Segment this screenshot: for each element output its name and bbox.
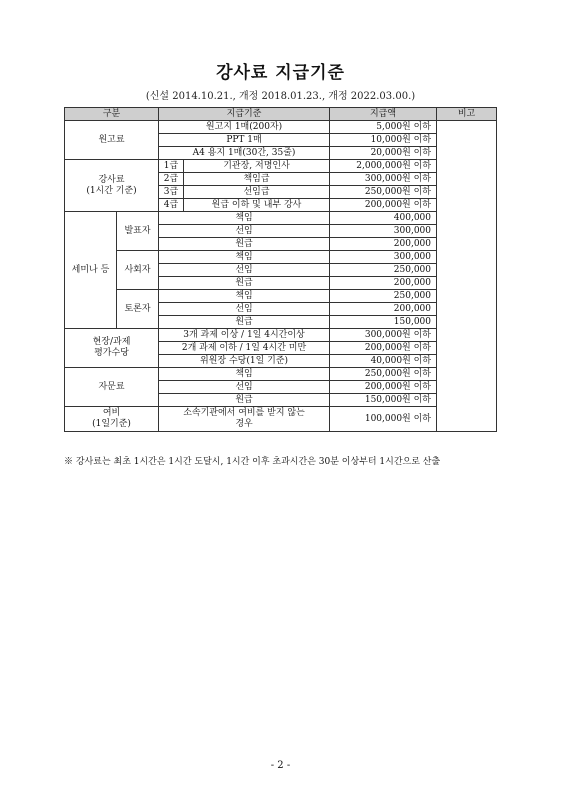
note-cell (437, 121, 497, 432)
criteria-cell: 원급 (159, 277, 330, 290)
grade-cell: 1급 (159, 160, 184, 173)
header-criteria: 지급기준 (159, 108, 330, 121)
amount-cell: 300,000원 이하 (330, 173, 437, 186)
amount-cell: 200,000원 이하 (330, 199, 437, 212)
category-advisory: 자문료 (65, 368, 159, 407)
table-row (65, 121, 497, 134)
category-travel-line1: 여비 (102, 408, 121, 418)
category-evaluation-line2: 평가수당 (94, 348, 129, 358)
criteria-cell: PPT 1매 (159, 134, 330, 147)
table-row (65, 212, 497, 225)
amount-cell: 200,000 (330, 303, 437, 316)
criteria-cell: 책임 (159, 290, 330, 303)
criteria-cell: A4 용지 1매(30간, 35줄) (159, 147, 330, 160)
page-number: - 2 - (270, 760, 291, 771)
amount-cell: 250,000 (330, 264, 437, 277)
criteria-cell: 원급 (159, 238, 330, 251)
table-row (65, 368, 497, 381)
criteria-cell: 3개 과제 이상 / 1일 4시간이상 (159, 329, 330, 342)
amount-cell: 250,000원 이하 (330, 368, 437, 381)
criteria-cell: 원급 (159, 316, 330, 329)
header-category: 구분 (65, 108, 159, 121)
criteria-cell: 선임 (159, 264, 330, 277)
amount-cell: 100,000원 이하 (330, 407, 437, 432)
criteria-cell: 선임 (159, 225, 330, 238)
criteria-cell: 책임급 (184, 173, 330, 186)
criteria-cell: 책임 (159, 212, 330, 225)
category-lecture (65, 160, 159, 212)
amount-cell: 250,000원 이하 (330, 186, 437, 199)
footnote: ※ 강사료는 최초 1시간은 1시간 도달시, 1시간 이후 초과시간은 30분 이상부터 1시간으로 산출 (64, 457, 441, 467)
amount-cell: 250,000 (330, 290, 437, 303)
amount-cell: 5,000원 이하 (330, 121, 437, 134)
grade-cell: 4급 (159, 199, 184, 212)
criteria-cell: 선임 (159, 381, 330, 394)
revision-history: (신설 2014.10.21., 개정 2018.01.23., 개정 2022.03.00.) (145, 91, 416, 102)
seminar-role-presenter: 발표자 (117, 212, 159, 251)
criteria-cell: 기관장, 저명인사 (184, 160, 330, 173)
criteria-cell: 원고지 1매(200자) (159, 121, 330, 134)
grade-cell: 2급 (159, 173, 184, 186)
category-evaluation (65, 329, 159, 368)
header-note: 비고 (437, 108, 497, 121)
amount-cell: 10,000원 이하 (330, 134, 437, 147)
amount-cell: 40,000원 이하 (330, 355, 437, 368)
table-row (65, 251, 497, 264)
criteria-cell: 원급 이하 및 내부 강사 (184, 199, 330, 212)
amount-cell: 300,000원 이하 (330, 329, 437, 342)
table-row (65, 290, 497, 303)
criteria-cell: 선임급 (184, 186, 330, 199)
grade-cell: 3급 (159, 186, 184, 199)
criteria-cell: 책임 (159, 251, 330, 264)
header-amount: 지급액 (330, 108, 437, 121)
amount-cell: 200,000원 이하 (330, 342, 437, 355)
amount-cell: 400,000 (330, 212, 437, 225)
amount-cell: 150,000원 이하 (330, 394, 437, 407)
category-seminar: 세미나 등 (65, 212, 117, 329)
table-row (65, 160, 497, 173)
criteria-cell: 책임 (159, 368, 330, 381)
table-header-row (65, 108, 497, 121)
table-row (65, 407, 497, 432)
amount-cell: 200,000 (330, 277, 437, 290)
criteria-cell: 원급 (159, 394, 330, 407)
category-lecture-line2: (1시간 기준) (86, 185, 137, 196)
amount-cell: 20,000원 이하 (330, 147, 437, 160)
criteria-cell: 선임 (159, 303, 330, 316)
travel-criteria-line1: 소속기관에서 여비를 받지 않는 (183, 408, 305, 418)
criteria-cell (159, 407, 330, 432)
amount-cell: 150,000 (330, 316, 437, 329)
seminar-role-panelist: 토론자 (117, 290, 159, 329)
document-title: 강사료 지급기준 (216, 63, 345, 83)
category-travel-line2: (1일기준) (92, 419, 131, 429)
category-manuscript: 원고료 (65, 121, 159, 160)
amount-cell: 300,000 (330, 225, 437, 238)
fee-table (64, 107, 497, 432)
amount-cell: 300,000 (330, 251, 437, 264)
category-lecture-line1: 강사료 (98, 174, 125, 185)
criteria-cell: 2개 과제 이하 / 1일 4시간 미만 (159, 342, 330, 355)
category-travel (65, 407, 159, 432)
table-row (65, 329, 497, 342)
category-evaluation-line1: 현장/과제 (92, 337, 131, 347)
travel-criteria-line2: 경우 (235, 419, 253, 429)
criteria-cell: 위원장 수당(1일 기준) (159, 355, 330, 368)
amount-cell: 200,000원 이하 (330, 381, 437, 394)
seminar-role-moderator: 사회자 (117, 251, 159, 290)
amount-cell: 2,000,000원 이하 (330, 160, 437, 173)
amount-cell: 200,000 (330, 238, 437, 251)
